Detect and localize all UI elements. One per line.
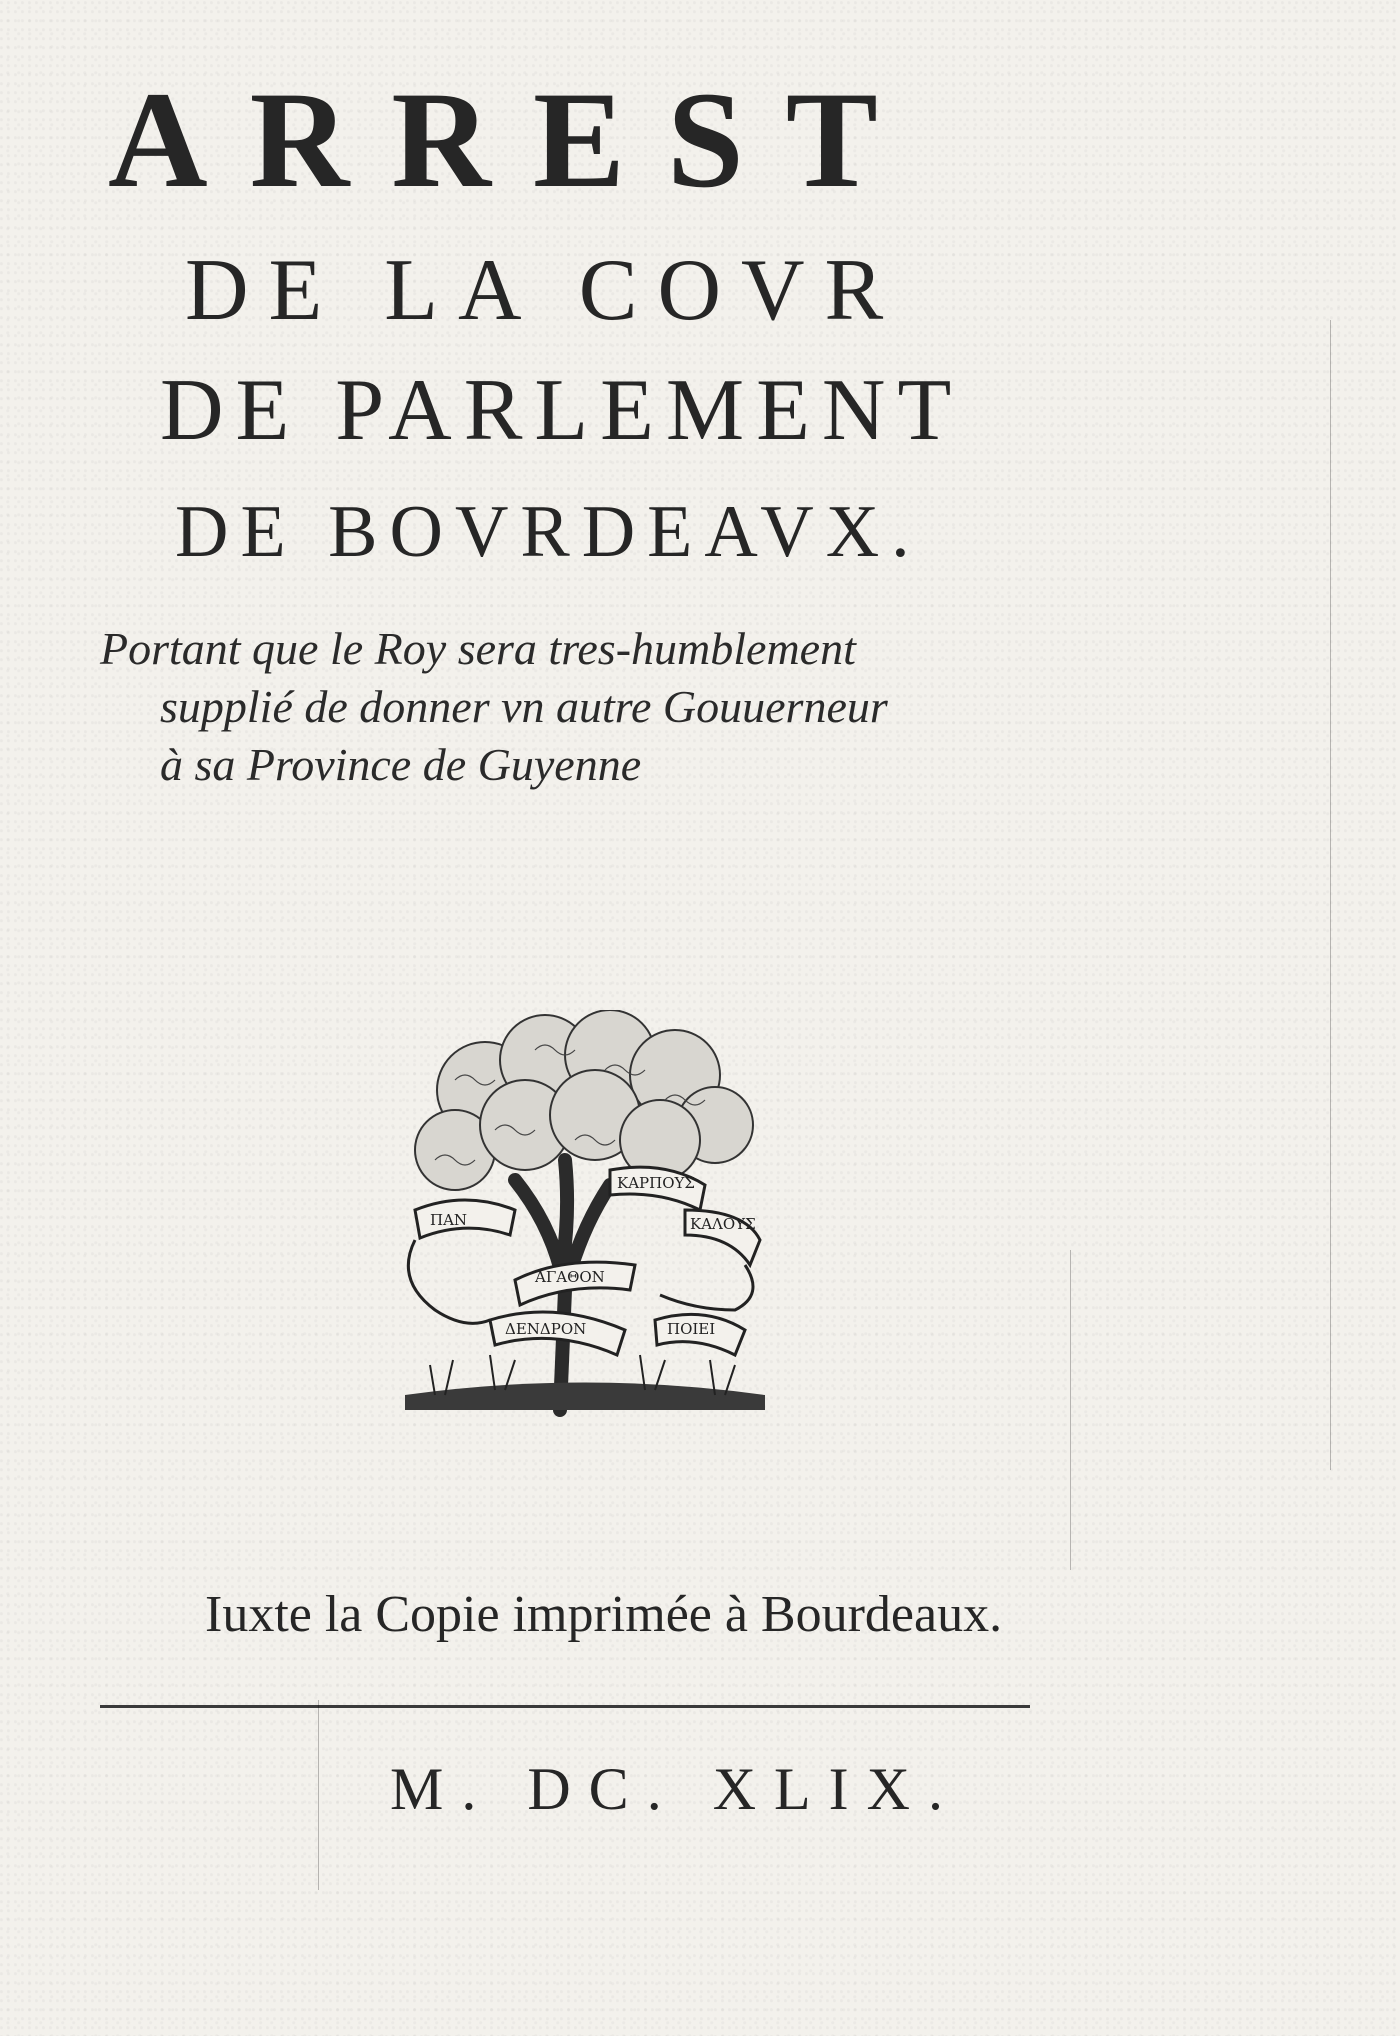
imprint-line: Iuxte la Copie imprimée à Bourdeaux. [205, 1586, 1003, 1643]
tree-with-banner-device-icon [395, 1010, 775, 1420]
title-de-la-cour: DE LA COVR [185, 242, 904, 339]
publication-date: M. DC. XLIX. [390, 1756, 961, 1822]
title-de-bourdeaux: DE BOVRDEAVX. [175, 491, 922, 573]
subtitle-line-3: à sa Province de Guyenne [160, 739, 642, 790]
subtitle [100, 620, 1100, 794]
banner-word: ΚΑΛΟΥΣ [690, 1215, 756, 1233]
banner-word: ΑΓΑΘΟΝ [535, 1268, 605, 1286]
title-arrest: ARREST [108, 63, 920, 216]
banner-word: ΠΟΙΕΙ [667, 1320, 716, 1338]
horizontal-rule [100, 1705, 1030, 1708]
banner-word: ΠΑΝ [430, 1211, 468, 1229]
subtitle-line-2: supplié de donner vn autre Gouuerneur [160, 681, 888, 732]
paper-crease [1330, 320, 1331, 1470]
banner-word: ΔΕΝΔΡΟΝ [505, 1320, 587, 1338]
title-de-parlement: DE PARLEMENT [160, 362, 964, 459]
paper-crease [1070, 1250, 1071, 1570]
banner-word: ΚΑΡΠΟΥΣ [617, 1174, 696, 1192]
subtitle-line-1: Portant que le Roy sera tres-humblement [100, 623, 856, 674]
paper-crease [318, 1700, 319, 1890]
